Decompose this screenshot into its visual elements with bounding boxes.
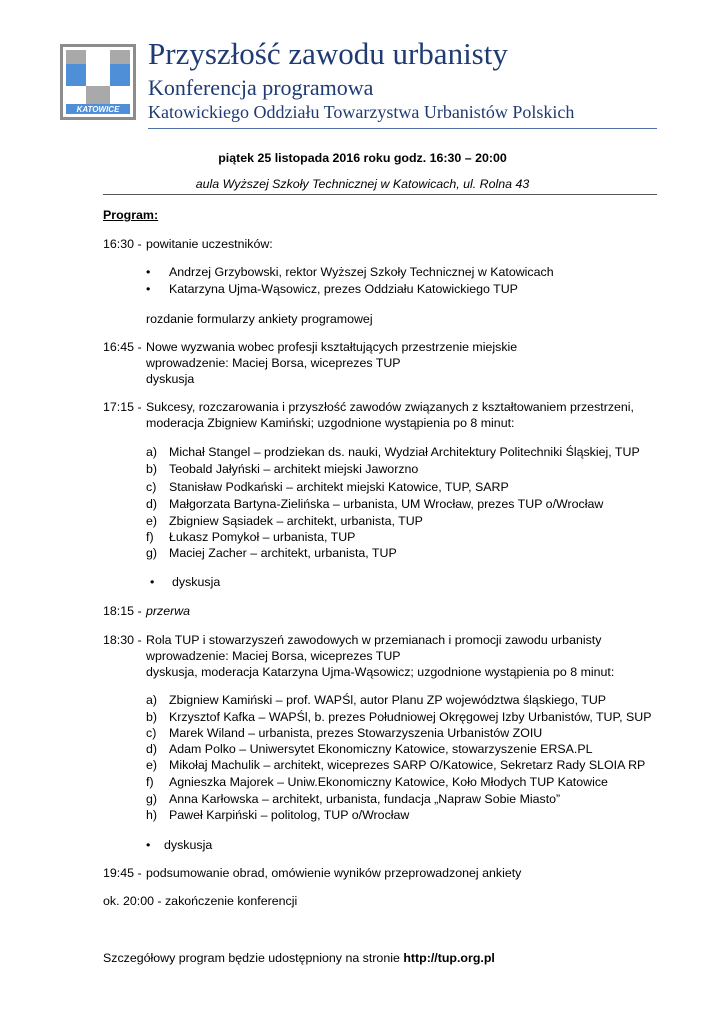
session-text: powitanie uczestników: — [146, 237, 273, 251]
event-date: piątek 25 listopada 2016 roku godz. 16:30 – 20:00 — [218, 151, 507, 165]
session-text: moderacja Zbigniew Kamiński; uzgodnione wystąpienia po 8 minut: — [146, 416, 515, 430]
header-divider — [148, 128, 657, 129]
session-text: przerwa — [146, 604, 191, 618]
venue-divider — [103, 194, 657, 195]
session-time: 17:15 - — [103, 400, 142, 414]
list-item: Zbigniew Kamiński – prof. WAPŚl, autor Planu ZP województwa śląskiego, TUP — [169, 693, 607, 707]
footer-text: Szczegółowy program będzie udostępniony na stronie — [103, 951, 400, 965]
list-item: Paweł Karpiński – politolog, TUP o/Wrocław — [169, 808, 410, 822]
session-text: Sukcesy, rozczarowania i przyszłość zawodów związanych z kształtowaniem przestrzeni, — [146, 400, 635, 414]
list-item: Krzysztof Kafka – WAPŚl, b. prezes Południowej Okręgowej Izby Urbanistów, TUP, SUP — [169, 710, 652, 724]
list-label: d) — [146, 742, 158, 756]
session-text: dyskusja, moderacja Katarzyna Ujma-Wąsowicz; uzgodnione wystąpienia po 8 minut: — [146, 665, 615, 679]
document-title: Przyszłość zawodu urbanisty — [148, 36, 508, 71]
list-item: Adam Polko – Uniwersytet Ekonomiczny Katowice, stowarzyszenie ERSA.PL — [169, 742, 593, 756]
session-time: 16:30 - — [103, 237, 142, 251]
list-item: Michał Stangel – prodziekan ds. nauki, Wydział Architektury Politechniki Śląskiej, TUP — [169, 445, 640, 459]
list-label: c) — [146, 480, 157, 494]
session-text: wprowadzenie: Maciej Borsa, wiceprezes TUP — [146, 649, 401, 663]
list-label: b) — [146, 462, 158, 476]
session-text: podsumowanie obrad, omówienie wyników przeprowadzonej ankiety — [146, 866, 522, 880]
list-item: Małgorzata Bartyna-Zielińska – urbanista, UM Wrocław, prezes TUP o/Wrocław — [169, 497, 604, 511]
logo-text: KATOWICE — [76, 105, 120, 114]
list-label: c) — [146, 726, 157, 740]
bullet-icon: • — [146, 838, 151, 852]
list-label: a) — [146, 693, 158, 707]
event-venue: aula Wyższej Szkoły Technicznej w Katowicach, ul. Rolna 43 — [195, 177, 530, 191]
list-label: g) — [146, 546, 158, 560]
document-subtitle: Konferencja programowa — [148, 75, 374, 100]
list-label: e) — [146, 514, 158, 528]
bullet-icon: • — [146, 265, 151, 279]
list-item: Łukasz Pomykoł – urbanista, TUP — [169, 530, 356, 544]
list-item: Zbigniew Sąsiadek – architekt, urbanista, TUP — [169, 514, 423, 528]
list-label: f) — [146, 775, 154, 789]
list-item: Mikołaj Machulik – architekt, wiceprezes SARP O/Katowice, Sekretarz Rady SLOIA RP — [169, 758, 646, 772]
session-time: 16:45 - — [103, 340, 142, 354]
list-label: d) — [146, 497, 158, 511]
footer-note — [103, 951, 495, 965]
list-item: Maciej Zacher – architekt, urbanista, TUP — [169, 546, 397, 560]
session-text: wprowadzenie: Maciej Borsa, wiceprezes TUP — [146, 356, 401, 370]
list-label: e) — [146, 758, 158, 772]
footer-link[interactable]: http://tup.org.pl — [403, 951, 495, 965]
list-label: h) — [146, 808, 158, 822]
session-text: Nowe wyzwania wobec profesji kształtujących przestrzenie miejskie — [146, 340, 518, 354]
list-label: b) — [146, 710, 158, 724]
list-label: a) — [146, 445, 158, 459]
list-item: Stanisław Podkański – architekt miejski Katowice, TUP, SARP — [169, 480, 509, 494]
list-label: g) — [146, 792, 158, 806]
session-closing: ok. 20:00 - zakończenie konferencji — [103, 894, 298, 908]
list-item: Teobald Jałyński – architekt miejski Jaworzno — [169, 462, 419, 476]
session-text: Rola TUP i stowarzyszeń zawodowych w przemianach i promocji zawodu urbanisty — [146, 633, 602, 647]
session-time: 18:30 - — [103, 633, 142, 647]
list-item: Marek Wiland – urbanista, prezes Stowarzyszenia Urbanistów ZOIU — [169, 726, 543, 740]
tup-katowice-logo — [60, 44, 136, 120]
session-time: 19:45 - — [103, 866, 142, 880]
program-heading: Program: — [103, 208, 159, 222]
list-item: Agnieszka Majorek – Uniw.Ekonomiczny Katowice, Koło Młodych TUP Katowice — [169, 775, 608, 789]
bullet-icon: • — [150, 575, 155, 589]
session-text: dyskusja — [146, 372, 195, 386]
bullet-icon: • — [146, 282, 151, 296]
organizer-name: Katowickiego Oddziału Towarzystwa Urbanistów Polskich — [148, 102, 575, 122]
list-item: Anna Karłowska – architekt, urbanista, fundacja „Napraw Sobie Miasto” — [169, 792, 561, 806]
list-label: f) — [146, 530, 154, 544]
session-time: 18:15 - — [103, 604, 142, 618]
session-note: rozdanie formularzy ankiety programowej — [146, 312, 373, 326]
